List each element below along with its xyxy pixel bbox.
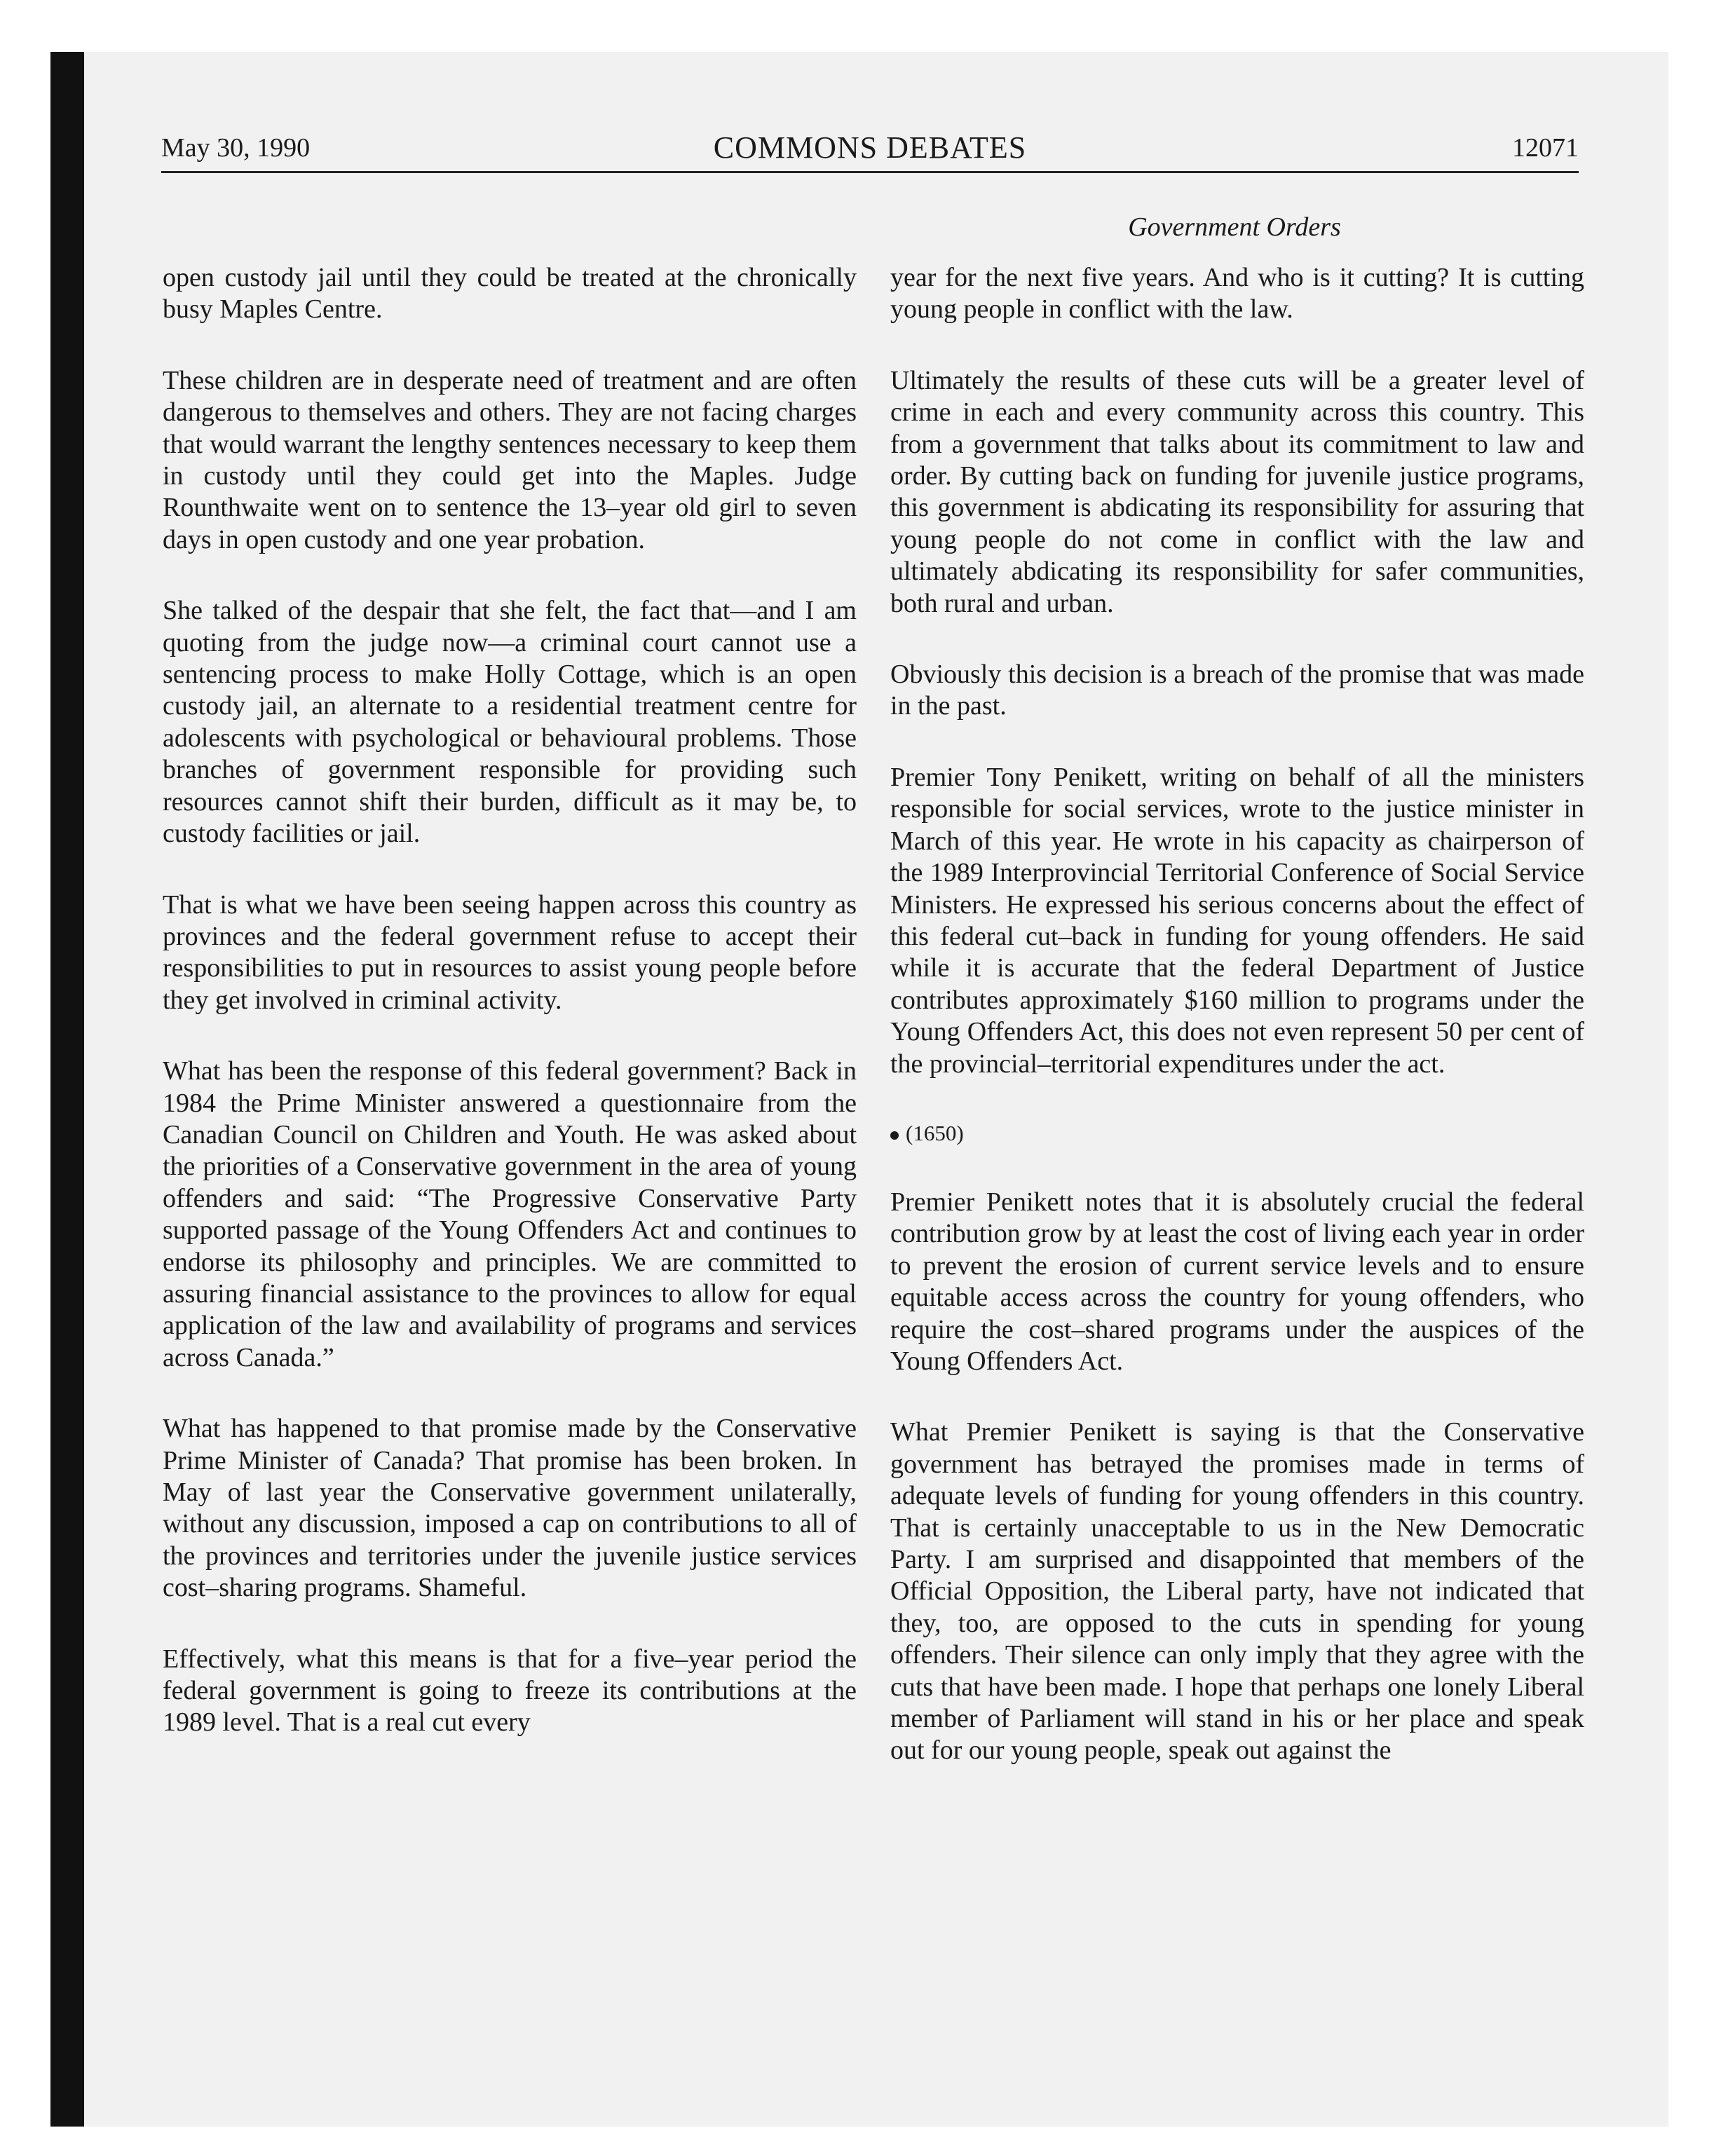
page-header — [161, 130, 1579, 170]
scan-binding-edge — [50, 52, 84, 2127]
section-heading: Government Orders — [1128, 212, 1341, 242]
right-column — [890, 262, 1584, 1767]
paragraph: She talked of the despair that she felt, the fact that—and I am quoting from the judge now—a criminal court cannot use a sentencing process to make Holly Cottage, which is an open custody jail, an alternate to a residential treatment centre for adolescents with psychological or behavioural problems. Those branches of government responsible for providing such resources cannot shift their burden, difficult as it may be, to custody facilities or jail. — [163, 596, 857, 849]
header-date: May 30, 1990 — [161, 133, 311, 163]
header-page-number: 12071 — [1512, 133, 1579, 163]
paragraph: What has happened to that promise made by the Conservative Prime Minister of Canada? That promise has been broken. In May of last year the Conservative government unilaterally, without any discussion, imposed a cap on contributions to all of the provinces and territories under the juvenile justice services cost–sharing programs. Shameful. — [163, 1414, 857, 1603]
paragraph: These children are in desperate need of treatment and are often dangerous to themselves and others. They are not facing charges that would warrant the lengthy sentences necessary to keep them in custody until they could get into the Maples. Judge Rounthwaite went on to sentence the 13–year old girl to seven days in open custody and one year probation. — [163, 365, 857, 554]
paragraph: year for the next five years. And who is it cutting? It is cutting young people in conflict with the law. — [890, 263, 1584, 325]
paragraph: That is what we have been seeing happen across this country as provinces and the federal government refuse to accept their responsibilities to put in resources to assist young people before they get involved in criminal activity. — [163, 889, 857, 1015]
paragraph: open custody jail until they could be treated at the chronically busy Maples Centre. — [163, 263, 857, 325]
time-marker — [890, 1119, 1584, 1147]
paragraph: Premier Penikett notes that it is absolutely crucial the federal contribution grow by at least the cost of living each year in order to prevent the erosion of current service levels and to ensure equitable access across the country for young offenders, who require the cost–shared programs under the auspices of the Young Offenders Act. — [890, 1187, 1584, 1376]
time-marker-label: (1650) — [906, 1120, 964, 1145]
scan-margin — [0, 0, 1735, 52]
paragraph: Obviously this decision is a breach of the promise that was made in the past. — [890, 660, 1584, 721]
paragraph: Premier Tony Penikett, writing on behalf of all the ministers responsible for social services, wrote to the justice minister in March of this year. He wrote in his capacity as chairperson of the 1989 Interprovincial Territorial Conference of Social Service Ministers. He expressed his serious concerns about the effect of this federal cut–back in funding for young offenders. He said while it is accurate that the federal Department of Justice contributes approximately $160 million to programs under the Young Offenders Act, this does not even represent 50 per cent of the provincial–territorial expenditures under the act. — [890, 762, 1584, 1079]
bullet-icon — [890, 1131, 899, 1140]
header-title: COMMONS DEBATES — [713, 130, 1027, 165]
paragraph: What Premier Penikett is saying is that the Conservative government has betrayed the promises made in terms of adequate levels of funding for young offenders in this country. That is certainly unacceptable to us in the New Democratic Party. I am surprised and disappointed that members of the Official Opposition, the Liberal party, have not indicated that they, too, are opposed to the cuts in spending for young offenders. Their silence can only imply that they agree with the cuts that have been made. I hope that perhaps one lonely Liberal member of Parliament will stand in his or her place and speak out for our young people, speak out against the — [890, 1417, 1584, 1766]
paragraph: Ultimately the results of these cuts will be a greater level of crime in each and every community across this country. This from a government that talks about its commitment to law and order. By cutting back on funding for juvenile justice programs, this government is abdicating its responsibility for assuring that young people do not come in conflict with the law and ultimately abdicating its responsibility for safer communities, both rural and urban. — [890, 365, 1584, 618]
paragraph: What has been the response of this federal government? Back in 1984 the Prime Minister answered a questionnaire from the Canadian Council on Children and Youth. He was asked about the priorities of a Conservative government in the area of young offenders and said: “The Progressive Conservative Party supported passage of the Young Offenders Act and continues to endorse its philosophy and principles. We are committed to assuring financial assistance to the provinces to allow for equal application of the law and availability of programs and services across Canada.” — [163, 1056, 857, 1372]
paragraph: Effectively, what this means is that for a five–year period the federal government is going to freeze its contributions at the 1989 level. That is a real cut every — [163, 1644, 857, 1738]
left-column — [163, 262, 857, 1739]
header-rule — [161, 171, 1579, 173]
